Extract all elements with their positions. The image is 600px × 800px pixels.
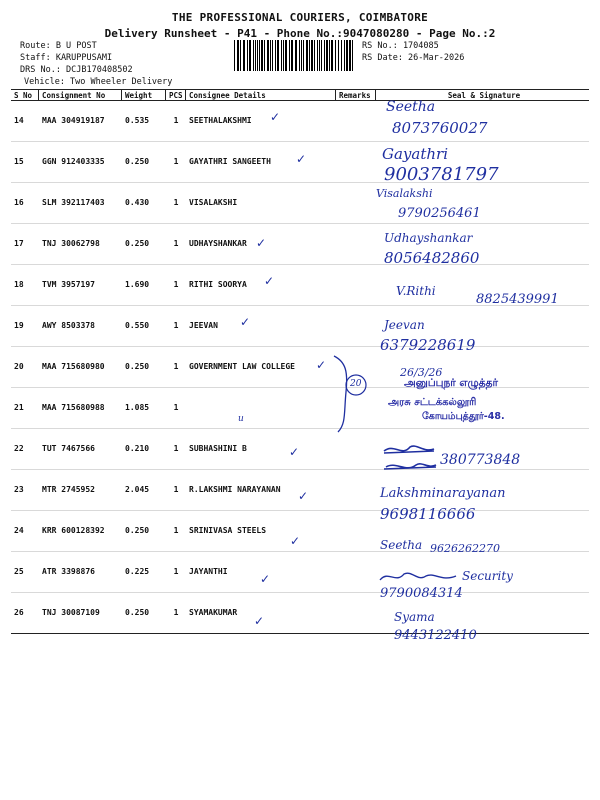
cell-sno: 24 (11, 511, 39, 552)
cell-remarks (336, 593, 376, 634)
handwritten-mark: u (238, 414, 244, 424)
cell-signature (376, 183, 589, 224)
signature-name: Visalakshi (376, 187, 433, 200)
route-label: Route: B U POST (20, 41, 97, 51)
cell-consignment: TVM 3957197 (39, 265, 122, 306)
cell-remarks (336, 101, 376, 142)
cell-weight: 2.045 (122, 470, 166, 511)
cell-consignee: JEEVAN (186, 306, 336, 347)
cell-signature (376, 265, 589, 306)
check-mark-icon: ✓ (256, 236, 267, 250)
signature-phone: 9698116666 (380, 505, 476, 523)
cell-pcs: 1 (166, 347, 186, 388)
cell-consignee: UDHAYSHANKAR (186, 224, 336, 265)
cell-remarks (336, 224, 376, 265)
cell-weight: 0.550 (122, 306, 166, 347)
check-mark-icon: ✓ (316, 358, 327, 372)
cell-weight: 0.250 (122, 347, 166, 388)
header-divider (185, 89, 186, 101)
cell-signature (376, 593, 589, 634)
signature-phone: 8073760027 (392, 119, 488, 137)
header-divider (335, 89, 336, 101)
cell-sno: 16 (11, 183, 39, 224)
signature-phone: 9003781797 (384, 164, 499, 185)
cell-weight: 0.250 (122, 511, 166, 552)
cell-weight: 0.535 (122, 101, 166, 142)
check-mark-icon: ✓ (270, 110, 281, 124)
cell-consignee: SRINIVASA STEELS (186, 511, 336, 552)
cell-sno: 20 (11, 347, 39, 388)
cell-pcs: 1 (166, 470, 186, 511)
cell-pcs: 1 (166, 224, 186, 265)
cell-weight: 0.250 (122, 593, 166, 634)
signature-scribble (380, 441, 438, 477)
cell-consignee: SUBHASHINI B (186, 429, 336, 470)
col-consignee: Consignee Details (186, 90, 336, 101)
cell-sno: 25 (11, 552, 39, 593)
cell-pcs: 1 (166, 593, 186, 634)
cell-consignment: MTR 2745952 (39, 470, 122, 511)
header-divider (121, 89, 122, 101)
col-sno: S No (11, 90, 39, 101)
cell-consignment: KRR 600128392 (39, 511, 122, 552)
meta-right (362, 40, 464, 64)
cell-consignment: MAA 715680988 (39, 388, 122, 429)
col-consignment: Consignment No (39, 90, 122, 101)
cell-weight: 1.085 (122, 388, 166, 429)
seal-reference-mark: 20 (350, 379, 362, 389)
cell-signature (376, 511, 589, 552)
signature-scribble (378, 570, 460, 584)
cell-remarks (336, 265, 376, 306)
cell-consignee: SEETHALAKSHMI (186, 101, 336, 142)
signature-phone: 8825439991 (476, 292, 559, 307)
cell-weight: 0.430 (122, 183, 166, 224)
rs-date-label: RS Date: 26-Mar-2026 (362, 53, 465, 63)
check-mark-icon: ✓ (254, 614, 265, 628)
table-row (11, 183, 589, 224)
check-mark-icon: ✓ (240, 315, 251, 329)
table-row (11, 224, 589, 265)
signature-name: Seetha (380, 538, 423, 552)
cell-sno: 14 (11, 101, 39, 142)
seal-stamp-line3: கோயம்புத்தூர்-48. (422, 411, 505, 422)
check-mark-icon: ✓ (264, 274, 275, 288)
col-weight: Weight (122, 90, 166, 101)
cell-consignment: SLM 392117403 (39, 183, 122, 224)
staff-label: Staff: KARUPPUSAMI (20, 53, 113, 63)
cell-consignment: GGN 912403335 (39, 142, 122, 183)
check-mark-icon: ✓ (290, 534, 301, 548)
cell-pcs: 1 (166, 142, 186, 183)
cell-sno: 22 (11, 429, 39, 470)
cell-pcs: 1 (166, 265, 186, 306)
table-row (11, 265, 589, 306)
cell-consignee: RITHI SOORYA (186, 265, 336, 306)
cell-pcs: 1 (166, 388, 186, 429)
cell-remarks (336, 429, 376, 470)
company-title: THE PROFESSIONAL COURIERS, COIMBATORE (171, 11, 429, 24)
cell-consignment: MAA 304919187 (39, 101, 122, 142)
signature-name: Lakshminarayanan (380, 486, 506, 501)
remarks-bracket-mark (316, 352, 376, 434)
cell-sno: 26 (11, 593, 39, 634)
signature-phone: 6379228619 (380, 336, 476, 354)
cell-consignment: MAA 715680980 (39, 347, 122, 388)
cell-consignee: GAYATHRI SANGEETH (186, 142, 336, 183)
header-divider (38, 89, 39, 101)
cell-signature (376, 306, 589, 347)
cell-pcs: 1 (166, 429, 186, 470)
table-row (11, 552, 589, 593)
cell-weight: 1.690 (122, 265, 166, 306)
cell-pcs: 1 (166, 552, 186, 593)
cell-consignment: TNJ 30087109 (39, 593, 122, 634)
signature-date: 26/3/26 (400, 366, 443, 379)
cell-sno: 19 (11, 306, 39, 347)
signature-name: Security (462, 569, 513, 583)
signature-phone: 8056482860 (384, 249, 480, 267)
cell-pcs: 1 (166, 101, 186, 142)
seal-stamp-line1: அனுப்புநர் எழுத்தர் (404, 377, 498, 389)
col-seal-signature: Seal & Signature (376, 90, 589, 101)
cell-weight: 0.225 (122, 552, 166, 593)
cell-sno: 15 (11, 142, 39, 183)
cell-pcs: 1 (166, 511, 186, 552)
rs-no-label: RS No.: 1704085 (362, 41, 439, 51)
cell-remarks (336, 470, 376, 511)
signature-phone: 380773848 (440, 452, 521, 468)
barcode (232, 40, 358, 71)
cell-consignee: R.LAKSHMI NARAYANAN (186, 470, 336, 511)
table-row (11, 429, 589, 470)
vehicle-label: Vehicle: Two Wheeler Delivery (24, 77, 173, 87)
cell-remarks (336, 306, 376, 347)
cell-remarks (336, 142, 376, 183)
cell-consignee: VISALAKSHI (186, 183, 336, 224)
col-remarks: Remarks (336, 90, 376, 101)
cell-weight: 0.250 (122, 142, 166, 183)
table-row (11, 593, 589, 634)
cell-consignment: AWY 8503378 (39, 306, 122, 347)
header-divider (165, 89, 166, 101)
cell-weight: 0.210 (122, 429, 166, 470)
seal-stamp-line2: அரசு சட்டக்கல்லூரி (388, 397, 477, 408)
table-row (11, 347, 589, 388)
signature-phone: 9443122410 (394, 628, 477, 643)
check-mark-icon: ✓ (298, 489, 309, 503)
meta-left (20, 40, 172, 88)
cell-weight: 0.250 (122, 224, 166, 265)
signature-name: Gayathri (382, 145, 448, 163)
cell-consignee (186, 388, 336, 429)
cell-consignee: GOVERNMENT LAW COLLEGE (186, 347, 336, 388)
delivery-table (11, 89, 589, 634)
signature-phone: 9626262270 (430, 542, 500, 555)
cell-sno: 17 (11, 224, 39, 265)
cell-remarks (336, 511, 376, 552)
signature-name: Syama (394, 610, 435, 624)
table-row (11, 306, 589, 347)
cell-consignment: TNJ 30062798 (39, 224, 122, 265)
check-mark-icon: ✓ (296, 152, 307, 166)
signature-phone: 9790256461 (398, 206, 481, 221)
signature-name: Seetha (386, 99, 436, 115)
cell-signature (376, 224, 589, 265)
cell-remarks (336, 552, 376, 593)
cell-remarks (336, 183, 376, 224)
table-row (11, 101, 589, 142)
col-pcs: PCS (166, 90, 186, 101)
cell-sno: 21 (11, 388, 39, 429)
runsheet-title: Delivery Runsheet - P41 - Phone No.:9047080280 - Page No.:2 (104, 27, 496, 40)
signature-name: Udhayshankar (384, 231, 473, 245)
cell-pcs: 1 (166, 306, 186, 347)
cell-consignee: JAYANTHI (186, 552, 336, 593)
cell-consignment: TUT 7467566 (39, 429, 122, 470)
header-divider (375, 89, 376, 101)
table-header-row (11, 90, 589, 101)
cell-sno: 18 (11, 265, 39, 306)
signature-name: V.Rithi (396, 284, 436, 298)
cell-consignment: ATR 3398876 (39, 552, 122, 593)
drs-label: DRS No.: DCJB170408502 (20, 65, 133, 75)
cell-signature (376, 101, 589, 142)
signature-name: Jeevan (384, 318, 425, 332)
check-mark-icon: ✓ (289, 445, 300, 459)
signature-phone: 9790084314 (380, 586, 463, 601)
cell-pcs: 1 (166, 183, 186, 224)
cell-signature (376, 142, 589, 183)
check-mark-icon: ✓ (260, 572, 271, 586)
cell-consignee: SYAMAKUMAR (186, 593, 336, 634)
cell-sno: 23 (11, 470, 39, 511)
